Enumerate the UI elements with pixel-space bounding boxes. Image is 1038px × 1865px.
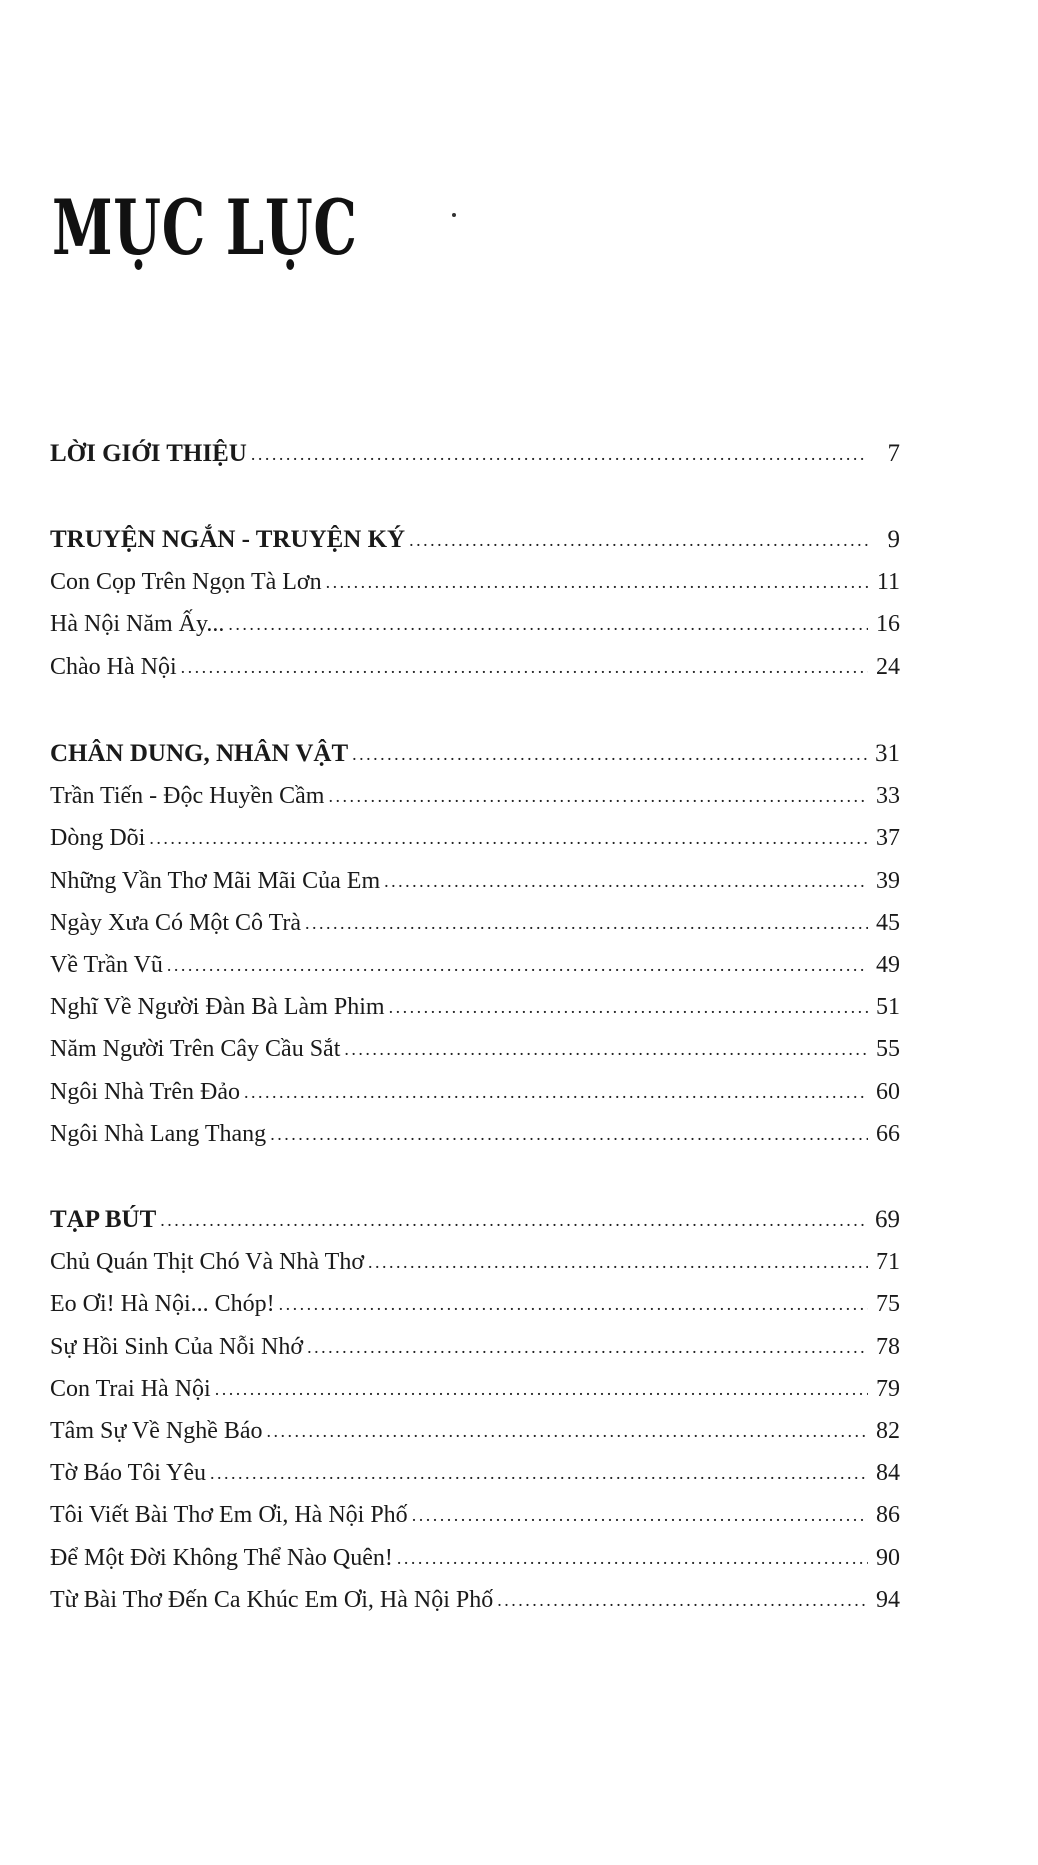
entry-title: Trần Tiến - Độc Huyền Cầm (50, 783, 325, 809)
dot-leader (270, 1119, 868, 1143)
toc-entry-row (50, 985, 900, 1019)
entry-title: Con Trai Hà Nội (50, 1376, 211, 1402)
entry-title: Tâm Sự Về Nghề Báo (50, 1418, 263, 1444)
entry-title: Năm Người Trên Cây Cầu Sắt (50, 1036, 341, 1062)
toc-entry-row (50, 816, 900, 850)
page-number: 49 (876, 952, 900, 978)
dot-leader (389, 992, 868, 1016)
page-number: 86 (876, 1502, 900, 1528)
toc-section-row (50, 432, 900, 466)
page-number: 79 (876, 1376, 900, 1402)
page-title: MỤC LỤC (52, 183, 358, 272)
section-heading: CHÂN DUNG, NHÂN VẬT (50, 740, 349, 767)
page-number: 37 (876, 825, 900, 851)
entry-title: Nghĩ Về Người Đàn Bà Làm Phim (50, 994, 385, 1020)
page-number: 31 (875, 740, 900, 767)
dot-leader (307, 1332, 868, 1356)
page-number: 60 (876, 1079, 900, 1105)
page-number: 94 (876, 1587, 900, 1613)
page-number: 66 (876, 1121, 900, 1147)
toc-entry-row (50, 1070, 900, 1104)
page-number: 7 (887, 440, 900, 467)
dot-leader (181, 652, 868, 676)
entry-title: Ngày Xưa Có Một Cô Trà (50, 910, 302, 936)
toc-entry-row (50, 943, 900, 977)
toc-entry-row (50, 774, 900, 808)
dot-leader (160, 1205, 868, 1229)
page-number: 45 (876, 910, 900, 936)
page-number: 55 (876, 1036, 900, 1062)
dot-leader (215, 1374, 868, 1398)
dot-leader (149, 823, 868, 847)
entry-title: Eo Ơi! Hà Nội... Chóp! (50, 1291, 275, 1317)
toc-entry-row (50, 1409, 900, 1443)
page-number: 33 (876, 783, 900, 809)
page-number: 84 (876, 1460, 900, 1486)
entry-title: Ngôi Nhà Trên Đảo (50, 1079, 240, 1105)
entry-title: Hà Nội Năm Ấy... (50, 611, 225, 637)
dot-leader (305, 908, 868, 932)
toc-entry-row (50, 602, 900, 636)
page-number: 69 (875, 1206, 900, 1233)
toc-entry-row (50, 901, 900, 935)
page-number: 39 (876, 868, 900, 894)
entry-title: Từ Bài Thơ Đến Ca Khúc Em Ơi, Hà Nội Phố (50, 1587, 494, 1613)
dot-leader (352, 739, 868, 763)
toc-entry-row (50, 1367, 900, 1401)
page-number: 24 (876, 654, 900, 680)
entry-title: Về Trần Vũ (50, 952, 163, 978)
toc-entry-row (50, 1282, 900, 1316)
toc-entry-row (50, 1451, 900, 1485)
section-heading: TẠP BÚT (50, 1206, 157, 1233)
toc-entry-row (50, 645, 900, 679)
dot-leader (368, 1247, 868, 1271)
page-number: 51 (876, 994, 900, 1020)
toc-entry-row (50, 1240, 900, 1274)
toc-entry-row (50, 1536, 900, 1570)
dot-leader (328, 781, 868, 805)
entry-title: Tôi Viết Bài Thơ Em Ơi, Hà Nội Phố (50, 1502, 408, 1528)
page-number: 78 (876, 1334, 900, 1360)
toc-entry-row (50, 1578, 900, 1612)
toc-section-row (50, 518, 900, 552)
toc-entry-row (50, 1112, 900, 1146)
section-heading: TRUYỆN NGẮN - TRUYỆN KÝ (50, 526, 406, 553)
dot-leader (167, 950, 868, 974)
toc-section-row (50, 732, 900, 766)
page-number: 90 (876, 1545, 900, 1571)
entry-title: Dòng Dõi (50, 825, 146, 851)
page-number: 11 (876, 569, 900, 595)
page-number: 16 (876, 611, 900, 637)
dot-leader (497, 1585, 868, 1609)
section-heading: LỜI GIỚI THIỆU (50, 440, 247, 467)
entry-title: Ngôi Nhà Lang Thang (50, 1121, 267, 1147)
dot-leader (251, 439, 868, 463)
entry-title: Con Cọp Trên Ngọn Tà Lơn (50, 569, 322, 595)
toc-entry-row (50, 1027, 900, 1061)
entry-title: Những Vần Thơ Mãi Mãi Của Em (50, 868, 381, 894)
dot-leader (228, 609, 868, 633)
page-number: 71 (876, 1249, 900, 1275)
toc-entry-row (50, 1325, 900, 1359)
page-number: 82 (876, 1418, 900, 1444)
toc-section-row (50, 1198, 900, 1232)
page-number: 9 (887, 526, 900, 553)
dot-leader (267, 1416, 868, 1440)
entry-title: Để Một Đời Không Thể Nào Quên! (50, 1545, 393, 1571)
entry-title: Tờ Báo Tôi Yêu (50, 1460, 206, 1486)
entry-title: Chủ Quán Thịt Chó Và Nhà Thơ (50, 1249, 365, 1275)
toc-entry-row (50, 859, 900, 893)
entry-title: Sự Hồi Sinh Của Nỗi Nhớ (50, 1334, 304, 1360)
dot-leader (397, 1543, 868, 1567)
page-number: 75 (876, 1291, 900, 1317)
dot-leader (344, 1034, 868, 1058)
dot-leader (412, 1500, 868, 1524)
dot-leader (409, 525, 868, 549)
dot-leader (244, 1077, 868, 1101)
toc-entry-row (50, 1493, 900, 1527)
print-speck (452, 213, 456, 217)
dot-leader (384, 866, 868, 890)
entry-title: Chào Hà Nội (50, 654, 177, 680)
dot-leader (326, 567, 868, 591)
toc-entry-row (50, 560, 900, 594)
dot-leader (210, 1458, 868, 1482)
dot-leader (279, 1289, 868, 1313)
